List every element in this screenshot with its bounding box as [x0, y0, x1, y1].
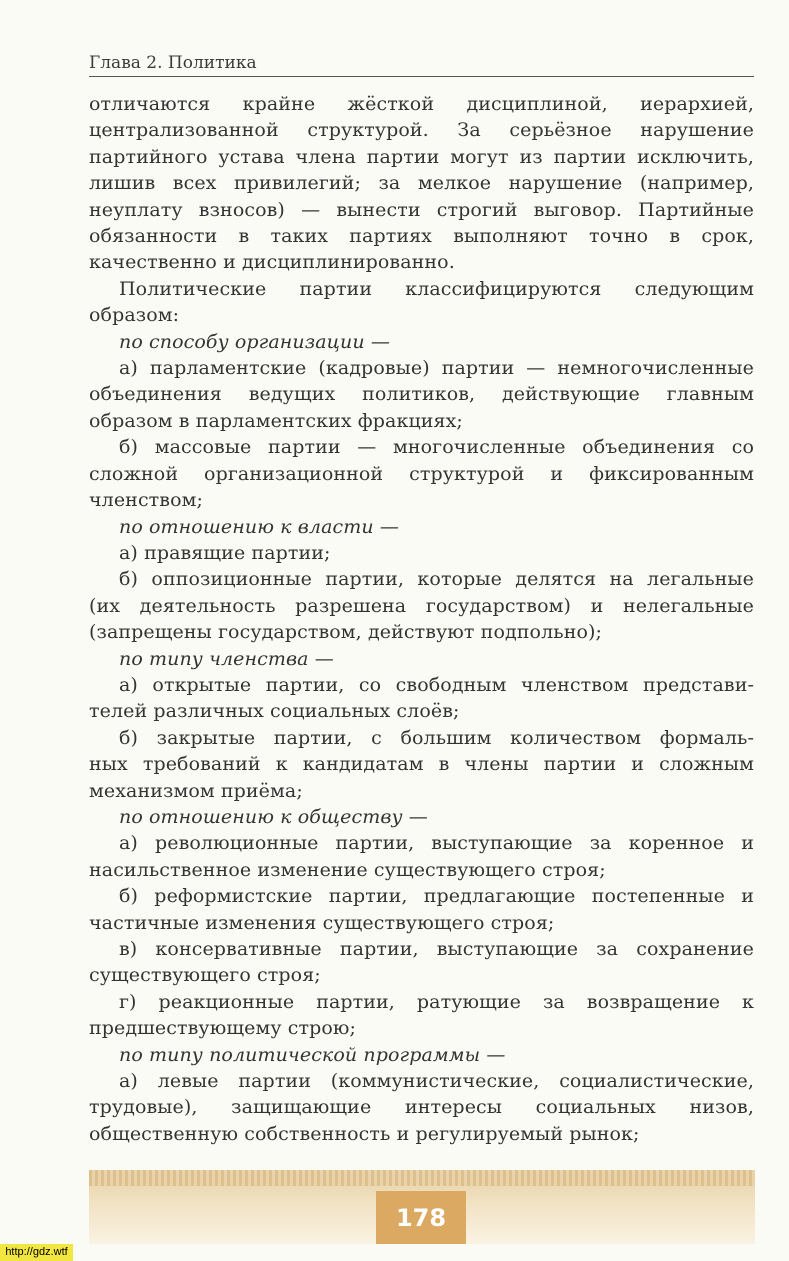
section-heading: по типу членства — [119, 647, 334, 670]
text-line: сложной организационной структурой и фиксированным [89, 462, 754, 485]
chapter-title: Глава 2. Политика [89, 53, 257, 73]
text-line: партийного устава члена партии могут из партии исключить, [89, 145, 754, 168]
page-number-tab [376, 1191, 466, 1244]
text-line: г) реакционные партии, ратующие за возвращение к [119, 990, 754, 1013]
text-line: в) консервативные партии, выступающие за сохранение [119, 938, 754, 960]
text-line: централизованной структурой. За серьёзное нарушение [89, 119, 754, 142]
text-line: членством; [89, 489, 204, 512]
text-line: телей различных социальных слоёв; [89, 700, 460, 723]
text-line: Политические партии классифицируются следующим [119, 277, 754, 300]
text-line: обязанности в таких партиях выполняют точно в срок, [89, 225, 754, 248]
section-heading: по отношению к власти — [119, 515, 399, 538]
text-line: частичные изменения существующего строя; [89, 911, 555, 934]
section-heading: по способу организации — [119, 330, 390, 353]
text-line: образом: [89, 304, 180, 327]
text-line: а) левые партии (коммунистические, социалистические, [119, 1070, 754, 1093]
text-line: предшествующему строю; [89, 1017, 357, 1040]
watermark-link[interactable]: http://gdz.wtf [0, 1244, 73, 1261]
text-line: лишив всех привилегий; за мелкое нарушение (например, [89, 172, 754, 195]
text-line: ных требований к кандидатам в члены партии и сложным [89, 753, 754, 776]
text-line: общественную собственность и регулируемый рынок; [89, 1122, 640, 1145]
section-heading: по типу политической программы — [119, 1043, 506, 1066]
text-line: насильственное изменение существующего строя; [89, 858, 606, 881]
text-line: качественно и дисциплинированно. [89, 251, 455, 274]
page-body-text [89, 91, 754, 1147]
text-line: б) оппозиционные партии, которые делятся на легальные [119, 568, 754, 591]
text-line: существующего строя; [89, 964, 321, 987]
text-line: (запрещены государством, действуют подпольно); [89, 621, 603, 644]
footer-stripe [89, 1170, 755, 1186]
text-line: неуплату взносов) — вынести строгий выговор. Партийные [89, 198, 754, 221]
text-line: трудовые), защищающие интересы социальных низов, [89, 1096, 754, 1119]
running-header [89, 52, 754, 77]
text-line: б) реформистские партии, предлагающие постепенные и [119, 885, 754, 908]
page-number: 178 [395, 1203, 447, 1232]
text-line: а) правящие партии; [119, 541, 331, 564]
text-line: (их деятельность разрешена государством) и нелегальные [89, 594, 754, 617]
text-line: механизмом приёма; [89, 779, 303, 802]
text-line: б) массовые партии — многочисленные объединения со [119, 436, 754, 459]
text-line: а) открытые партии, со свободным членством представи- [119, 673, 754, 696]
text-line: а) революционные партии, выступающие за коренное и [119, 832, 754, 855]
text-line: образом в парламентских фракциях; [89, 409, 463, 432]
text-line: объединения ведущих политиков, действующие главным [89, 383, 754, 406]
text-line: б) закрытые партии, с большим количеством формаль- [119, 726, 754, 749]
section-heading: по отношению к обществу — [119, 805, 428, 828]
text-line: отличаются крайне жёсткой дисциплиной, иерархией, [89, 93, 754, 115]
text-line: а) парламентские (кадровые) партии — немногочисленные [119, 357, 754, 380]
